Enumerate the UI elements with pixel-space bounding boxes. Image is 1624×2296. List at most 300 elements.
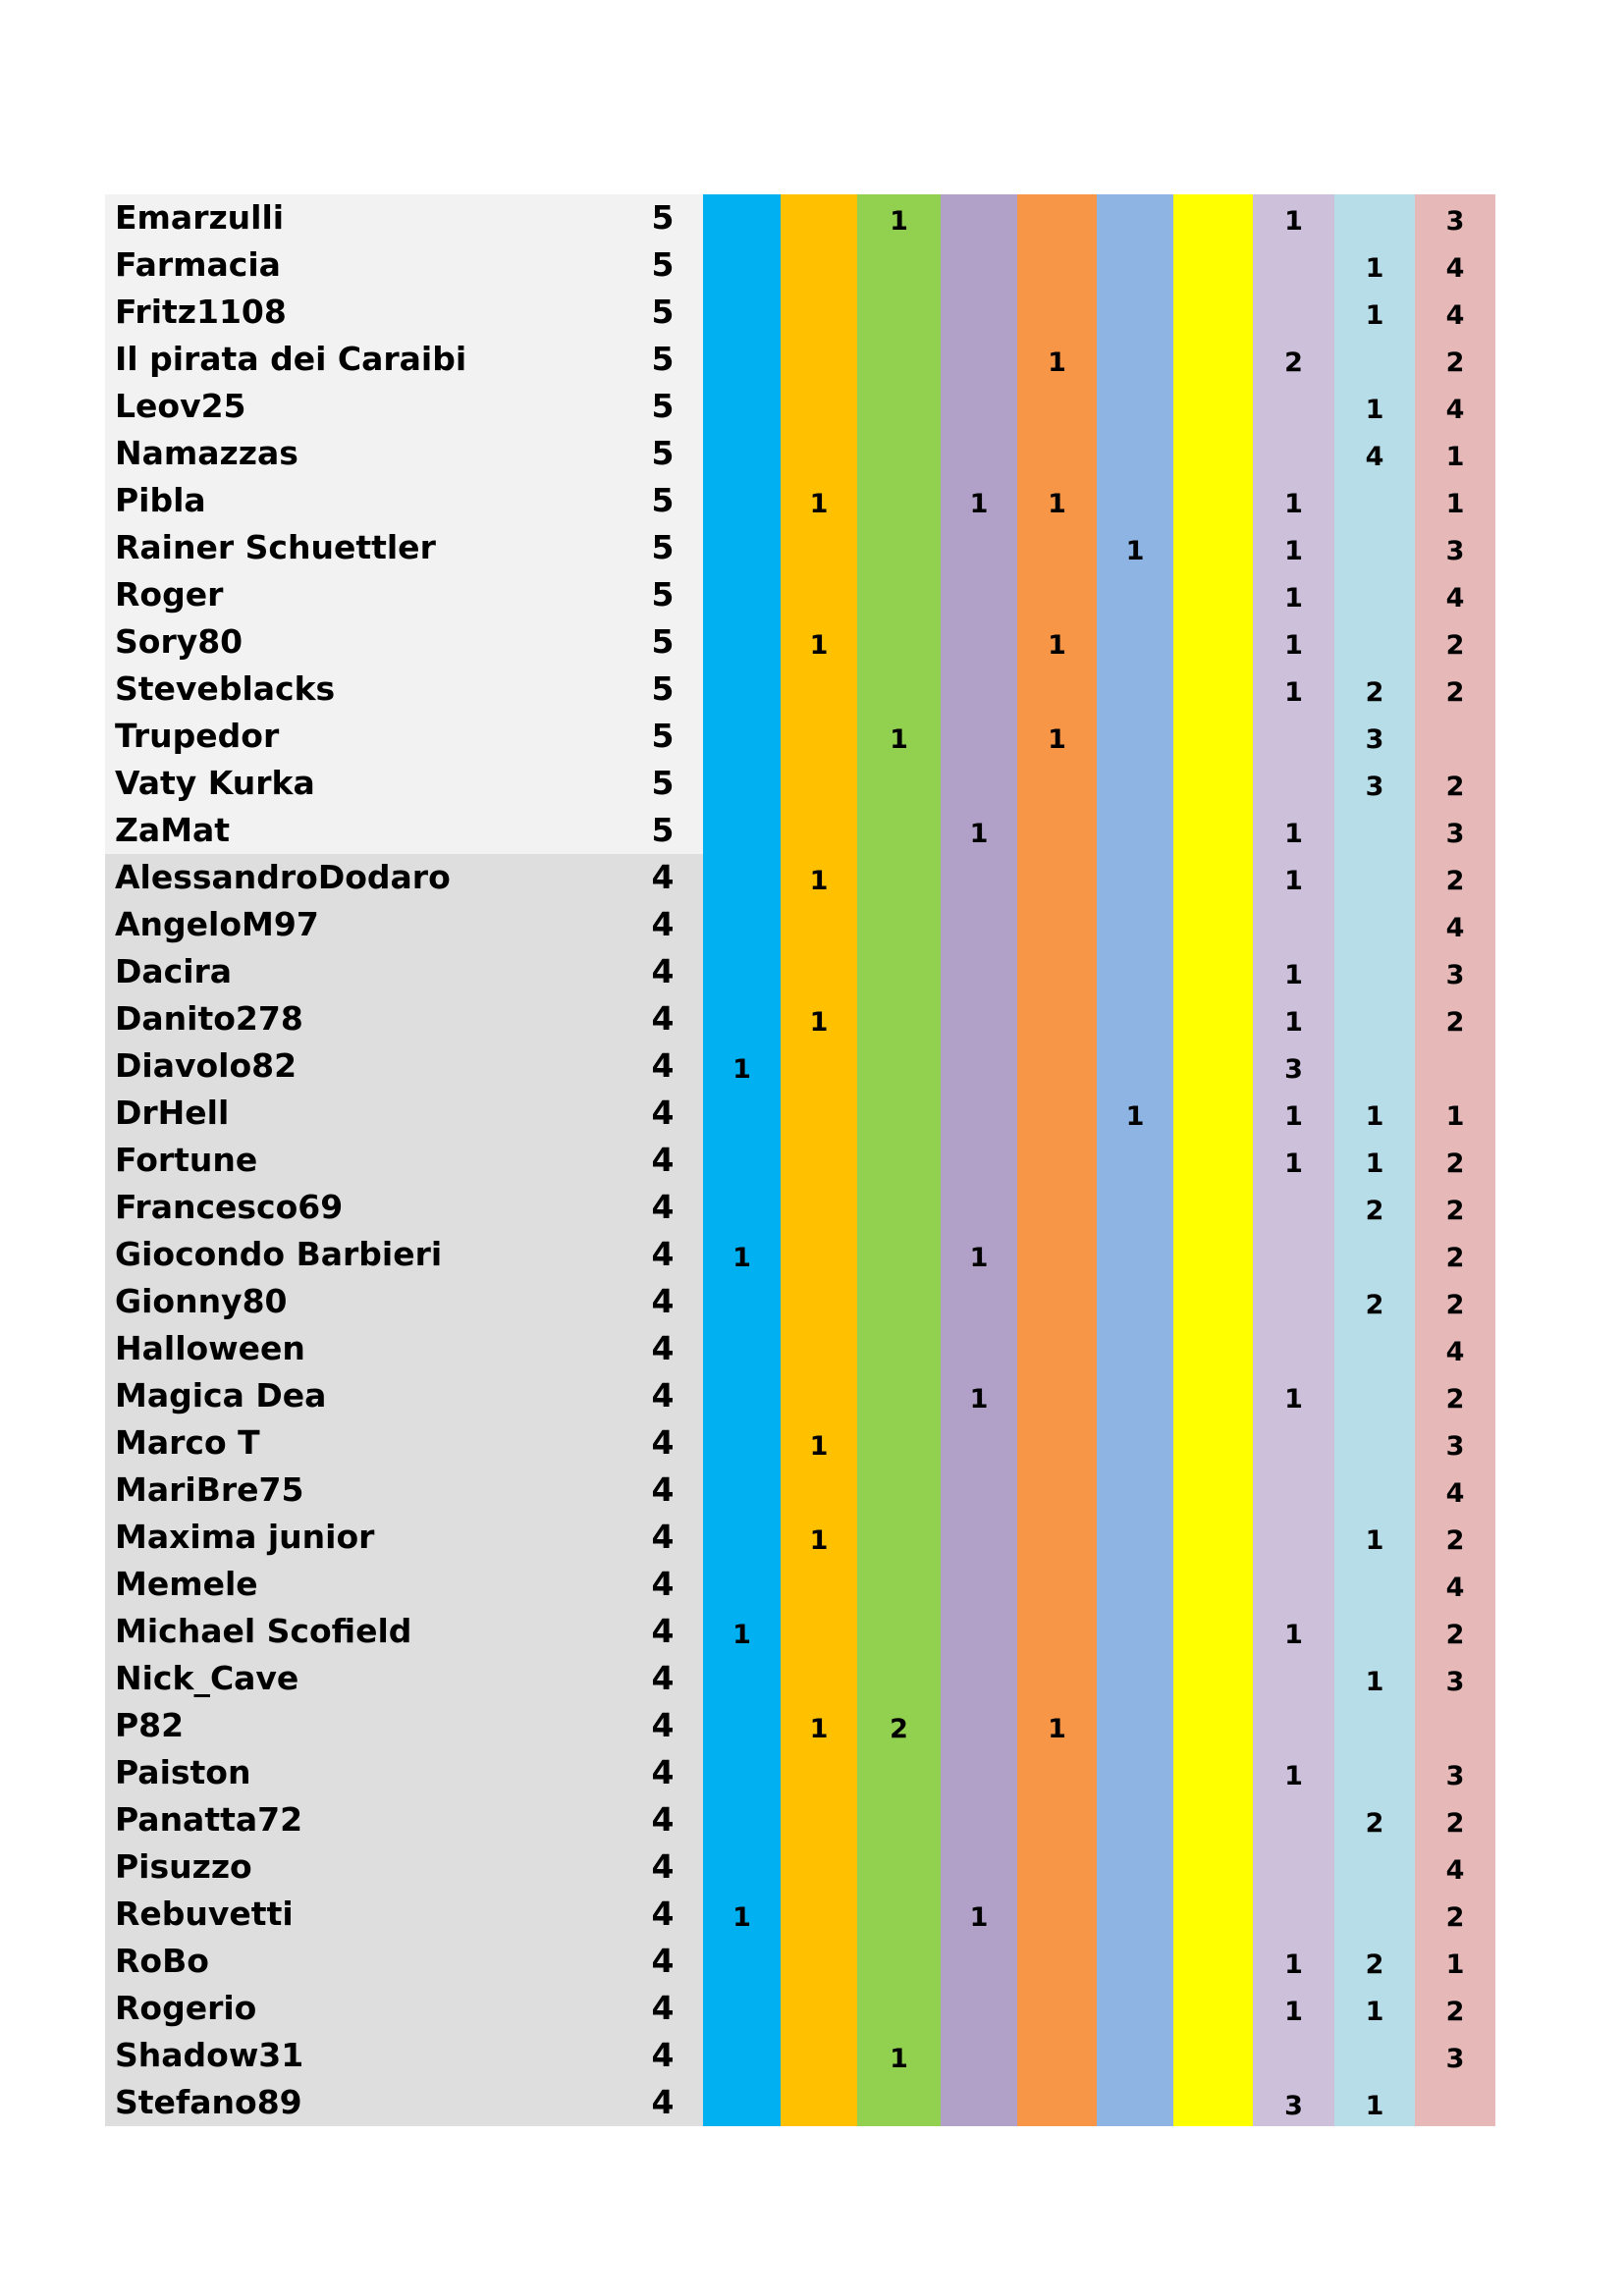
table-row xyxy=(105,524,1495,571)
category-cell-8: 1 xyxy=(1284,866,1303,896)
player-score: 5 xyxy=(651,575,675,614)
category-cell-1 xyxy=(703,198,781,245)
category-cell-7 xyxy=(1173,905,1253,952)
category-cell-5 xyxy=(1017,1282,1097,1329)
category-cell-1 xyxy=(703,340,781,387)
category-cell-9 xyxy=(1334,1612,1415,1659)
category-cell-9: 2 xyxy=(1365,1196,1384,1226)
player-score: 4 xyxy=(651,952,675,990)
player-score: 5 xyxy=(651,622,675,661)
category-cell-2 xyxy=(781,1847,857,1895)
category-cell-3 xyxy=(857,1141,941,1188)
category-cell-2 xyxy=(781,811,857,858)
category-cell-3 xyxy=(857,434,941,481)
category-cell-4 xyxy=(941,387,1017,434)
category-cell-5 xyxy=(1017,434,1097,481)
category-cell-4: 1 xyxy=(969,489,989,519)
player-score: 4 xyxy=(651,1565,675,1603)
category-cell-9 xyxy=(1334,1895,1415,1942)
category-cell-4 xyxy=(941,764,1017,811)
category-cell-10: 2 xyxy=(1445,630,1465,661)
table-row xyxy=(105,1938,1495,1985)
category-cell-7 xyxy=(1173,811,1253,858)
category-cell-9 xyxy=(1334,858,1415,905)
category-cell-10: 2 xyxy=(1445,1243,1465,1273)
player-name: Stefano89 xyxy=(115,2083,302,2121)
category-cell-2 xyxy=(781,1188,857,1235)
category-cell-7 xyxy=(1173,434,1253,481)
table-row xyxy=(105,1184,1495,1231)
category-cell-2 xyxy=(781,1470,857,1518)
category-cell-2 xyxy=(781,1800,857,1847)
category-cell-8 xyxy=(1253,1659,1334,1706)
category-cell-6 xyxy=(1097,1706,1173,1753)
category-cell-10: 3 xyxy=(1445,960,1465,990)
category-cell-6 xyxy=(1097,1612,1173,1659)
category-cell-1 xyxy=(703,1423,781,1470)
category-cell-7 xyxy=(1173,1235,1253,1282)
category-cell-6 xyxy=(1097,717,1173,764)
category-cell-10: 2 xyxy=(1445,772,1465,802)
category-cell-10: 4 xyxy=(1445,1478,1465,1509)
category-cell-4 xyxy=(941,575,1017,622)
table-row xyxy=(105,807,1495,854)
category-cell-1: 1 xyxy=(732,1620,751,1650)
category-cell-10: 2 xyxy=(1445,1997,1465,2027)
category-cell-1 xyxy=(703,622,781,669)
table-row xyxy=(105,241,1495,289)
category-cell-9: 1 xyxy=(1365,1525,1384,1556)
player-score: 4 xyxy=(651,1706,675,1744)
player-score: 4 xyxy=(651,1376,675,1415)
category-cell-4 xyxy=(941,1329,1017,1376)
category-cell-5: 1 xyxy=(1048,630,1066,661)
category-cell-1 xyxy=(703,999,781,1046)
category-cell-8: 1 xyxy=(1284,630,1303,661)
category-cell-9: 2 xyxy=(1365,1290,1384,1320)
player-name: Vaty Kurka xyxy=(115,764,315,802)
category-cell-6 xyxy=(1097,1518,1173,1565)
player-score: 4 xyxy=(651,1800,675,1839)
category-cell-8 xyxy=(1253,1518,1334,1565)
category-cell-8 xyxy=(1253,1470,1334,1518)
category-cell-5 xyxy=(1017,575,1097,622)
player-name: Pibla xyxy=(115,481,206,519)
category-cell-5 xyxy=(1017,905,1097,952)
table-row xyxy=(105,1419,1495,1467)
category-cell-8 xyxy=(1253,717,1334,764)
category-cell-1 xyxy=(703,1942,781,1989)
player-score: 5 xyxy=(651,198,675,237)
category-cell-5 xyxy=(1017,999,1097,1046)
category-cell-7 xyxy=(1173,1895,1253,1942)
category-cell-1 xyxy=(703,245,781,293)
category-cell-10: 4 xyxy=(1445,1855,1465,1886)
category-cell-6 xyxy=(1097,1188,1173,1235)
category-cell-6 xyxy=(1097,575,1173,622)
category-cell-2 xyxy=(781,293,857,340)
player-score: 4 xyxy=(651,1423,675,1462)
player-score: 4 xyxy=(651,1612,675,1650)
category-cell-8 xyxy=(1253,1800,1334,1847)
category-cell-4 xyxy=(941,1046,1017,1094)
category-cell-9: 3 xyxy=(1365,772,1384,802)
category-cell-4 xyxy=(941,1141,1017,1188)
category-cell-4 xyxy=(941,1423,1017,1470)
table-row xyxy=(105,1985,1495,2032)
category-cell-9: 2 xyxy=(1365,677,1384,708)
player-score: 5 xyxy=(651,387,675,425)
player-score: 4 xyxy=(651,1094,675,1132)
category-cell-4 xyxy=(941,1659,1017,1706)
category-cell-1 xyxy=(703,481,781,528)
table-row xyxy=(105,618,1495,666)
category-cell-4 xyxy=(941,528,1017,575)
category-cell-1 xyxy=(703,858,781,905)
category-cell-4 xyxy=(941,245,1017,293)
category-cell-7 xyxy=(1173,669,1253,717)
category-cell-10: 2 xyxy=(1445,866,1465,896)
category-cell-1 xyxy=(703,1659,781,1706)
category-cell-5 xyxy=(1017,764,1097,811)
player-score: 5 xyxy=(651,528,675,566)
category-cell-9: 3 xyxy=(1365,724,1384,755)
table-row xyxy=(105,713,1495,760)
player-name: RoBo xyxy=(115,1942,209,1980)
category-cell-10: 2 xyxy=(1445,1290,1465,1320)
category-cell-3 xyxy=(857,952,941,999)
category-cell-6 xyxy=(1097,1423,1173,1470)
category-cell-5 xyxy=(1017,811,1097,858)
category-cell-9 xyxy=(1334,1470,1415,1518)
category-cell-3: 1 xyxy=(890,206,908,237)
category-cell-4 xyxy=(941,198,1017,245)
player-score: 4 xyxy=(651,1659,675,1697)
category-cell-2 xyxy=(781,1141,857,1188)
category-cell-4 xyxy=(941,669,1017,717)
category-cell-5 xyxy=(1017,1659,1097,1706)
category-cell-4 xyxy=(941,1518,1017,1565)
category-cell-4: 1 xyxy=(969,819,989,849)
category-cell-4: 1 xyxy=(969,1384,989,1415)
category-cell-1 xyxy=(703,1989,781,2036)
player-name: Panatta72 xyxy=(115,1800,303,1839)
player-name: Sory80 xyxy=(115,622,244,661)
category-cell-8 xyxy=(1253,1423,1334,1470)
category-cell-4 xyxy=(941,858,1017,905)
category-cell-2 xyxy=(781,905,857,952)
category-cell-4 xyxy=(941,1470,1017,1518)
category-cell-8: 1 xyxy=(1284,960,1303,990)
category-cell-2 xyxy=(781,1565,857,1612)
player-score: 4 xyxy=(651,1470,675,1509)
category-cell-5 xyxy=(1017,952,1097,999)
category-cell-9 xyxy=(1334,481,1415,528)
category-cell-2 xyxy=(781,1942,857,1989)
category-cell-3 xyxy=(857,999,941,1046)
category-cell-9 xyxy=(1334,1706,1415,1753)
category-cell-3 xyxy=(857,1800,941,1847)
category-cell-1 xyxy=(703,1753,781,1800)
category-cell-8: 1 xyxy=(1284,206,1303,237)
category-cell-9 xyxy=(1334,905,1415,952)
category-cell-5: 1 xyxy=(1048,489,1066,519)
category-cell-3 xyxy=(857,1753,941,1800)
category-cell-6 xyxy=(1097,481,1173,528)
category-cell-1 xyxy=(703,293,781,340)
table-row xyxy=(105,2032,1495,2079)
category-cell-10 xyxy=(1415,2083,1495,2130)
category-cell-5 xyxy=(1017,858,1097,905)
player-name: Fortune xyxy=(115,1141,258,1179)
category-cell-7 xyxy=(1173,622,1253,669)
category-cell-2: 1 xyxy=(809,630,829,661)
category-cell-3 xyxy=(857,293,941,340)
category-cell-6 xyxy=(1097,2036,1173,2083)
category-cell-8 xyxy=(1253,1329,1334,1376)
category-cell-2 xyxy=(781,245,857,293)
category-cell-1 xyxy=(703,1847,781,1895)
category-cell-8 xyxy=(1253,293,1334,340)
category-cell-3 xyxy=(857,1989,941,2036)
category-cell-6 xyxy=(1097,1847,1173,1895)
category-cell-10: 2 xyxy=(1445,1808,1465,1839)
category-cell-5 xyxy=(1017,1141,1097,1188)
category-cell-3 xyxy=(857,1565,941,1612)
category-cell-5 xyxy=(1017,198,1097,245)
category-cell-4 xyxy=(941,1989,1017,2036)
player-score: 5 xyxy=(651,245,675,284)
table-row xyxy=(105,2079,1495,2126)
category-cell-5 xyxy=(1017,1046,1097,1094)
category-cell-3 xyxy=(857,1847,941,1895)
category-cell-1: 1 xyxy=(732,1243,751,1273)
category-cell-7 xyxy=(1173,1188,1253,1235)
category-cell-8 xyxy=(1253,1895,1334,1942)
player-name: P82 xyxy=(115,1706,185,1744)
player-name: Memele xyxy=(115,1565,258,1603)
category-cell-6 xyxy=(1097,1282,1173,1329)
category-cell-4 xyxy=(941,1942,1017,1989)
category-cell-7 xyxy=(1173,245,1253,293)
player-name: Marco T xyxy=(115,1423,260,1462)
category-cell-5 xyxy=(1017,2083,1097,2130)
category-cell-2 xyxy=(781,528,857,575)
player-name: MariBre75 xyxy=(115,1470,304,1509)
category-cell-7 xyxy=(1173,198,1253,245)
category-cell-10: 2 xyxy=(1445,1196,1465,1226)
category-cell-7 xyxy=(1173,1659,1253,1706)
player-name: Giocondo Barbieri xyxy=(115,1235,443,1273)
category-cell-10: 4 xyxy=(1445,583,1465,614)
category-cell-2: 1 xyxy=(809,1007,829,1038)
table-row xyxy=(105,1514,1495,1561)
category-cell-2: 1 xyxy=(809,1431,829,1462)
player-name: Trupedor xyxy=(115,717,280,755)
category-cell-3 xyxy=(857,905,941,952)
category-cell-10: 2 xyxy=(1445,347,1465,378)
category-cell-6 xyxy=(1097,811,1173,858)
category-cell-5 xyxy=(1017,1847,1097,1895)
category-cell-1 xyxy=(703,528,781,575)
category-cell-1: 1 xyxy=(732,1054,751,1085)
category-cell-8: 1 xyxy=(1284,677,1303,708)
player-score: 4 xyxy=(651,999,675,1038)
category-cell-6 xyxy=(1097,1895,1173,1942)
table-row xyxy=(105,1561,1495,1608)
category-cell-5 xyxy=(1017,1235,1097,1282)
category-cell-10: 4 xyxy=(1445,300,1465,331)
category-cell-5 xyxy=(1017,1895,1097,1942)
category-cell-7 xyxy=(1173,952,1253,999)
category-cell-1 xyxy=(703,387,781,434)
category-cell-9: 2 xyxy=(1365,1949,1384,1980)
category-cell-8 xyxy=(1253,1235,1334,1282)
category-cell-5 xyxy=(1017,1565,1097,1612)
table-row xyxy=(105,1843,1495,1891)
player-name: DrHell xyxy=(115,1094,230,1132)
category-cell-4 xyxy=(941,1565,1017,1612)
category-cell-1 xyxy=(703,1329,781,1376)
category-cell-6 xyxy=(1097,905,1173,952)
player-score: 5 xyxy=(651,717,675,755)
player-score: 5 xyxy=(651,811,675,849)
table-row xyxy=(105,571,1495,618)
category-cell-10: 3 xyxy=(1445,536,1465,566)
category-cell-10: 3 xyxy=(1445,1431,1465,1462)
category-cell-6 xyxy=(1097,1659,1173,1706)
table-row xyxy=(105,854,1495,901)
category-cell-5 xyxy=(1017,1376,1097,1423)
category-cell-7 xyxy=(1173,1565,1253,1612)
player-score: 4 xyxy=(651,1235,675,1273)
category-cell-2 xyxy=(781,1753,857,1800)
category-cell-8 xyxy=(1253,1188,1334,1235)
category-cell-10: 3 xyxy=(1445,1667,1465,1697)
player-name: Rogerio xyxy=(115,1989,257,2027)
category-cell-9 xyxy=(1334,622,1415,669)
category-cell-5 xyxy=(1017,1753,1097,1800)
category-cell-2 xyxy=(781,1895,857,1942)
category-cell-2 xyxy=(781,198,857,245)
category-cell-4 xyxy=(941,1753,1017,1800)
category-cell-3 xyxy=(857,528,941,575)
category-cell-8 xyxy=(1253,1847,1334,1895)
player-name: Fritz1108 xyxy=(115,293,287,331)
category-cell-1 xyxy=(703,1565,781,1612)
category-cell-10: 4 xyxy=(1445,1337,1465,1367)
category-cell-5: 1 xyxy=(1048,347,1066,378)
player-name: Nick_Cave xyxy=(115,1659,299,1697)
category-cell-3 xyxy=(857,1612,941,1659)
player-name: Magica Dea xyxy=(115,1376,327,1415)
category-cell-4 xyxy=(941,293,1017,340)
table-row xyxy=(105,1749,1495,1796)
category-cell-6 xyxy=(1097,1376,1173,1423)
category-cell-9 xyxy=(1334,2036,1415,2083)
category-cell-3 xyxy=(857,811,941,858)
category-cell-10: 2 xyxy=(1445,1620,1465,1650)
category-cell-10: 4 xyxy=(1445,1573,1465,1603)
player-name: Shadow31 xyxy=(115,2036,304,2074)
category-cell-5 xyxy=(1017,1470,1097,1518)
category-cell-2 xyxy=(781,952,857,999)
category-cell-6 xyxy=(1097,387,1173,434)
player-name: ZaMat xyxy=(115,811,231,849)
category-cell-7 xyxy=(1173,717,1253,764)
category-cell-8 xyxy=(1253,764,1334,811)
category-cell-2 xyxy=(781,669,857,717)
category-cell-7 xyxy=(1173,1518,1253,1565)
category-cell-6 xyxy=(1097,952,1173,999)
category-cell-3 xyxy=(857,669,941,717)
category-cell-4 xyxy=(941,434,1017,481)
category-cell-2 xyxy=(781,717,857,764)
category-cell-3 xyxy=(857,858,941,905)
category-cell-7 xyxy=(1173,1141,1253,1188)
category-cell-10: 4 xyxy=(1445,253,1465,284)
category-cell-6: 1 xyxy=(1125,536,1145,566)
category-cell-3 xyxy=(857,764,941,811)
player-score: 4 xyxy=(651,1753,675,1791)
category-cell-7 xyxy=(1173,1376,1253,1423)
table-row xyxy=(105,760,1495,807)
category-cell-2 xyxy=(781,575,857,622)
category-cell-1 xyxy=(703,1800,781,1847)
table-row xyxy=(105,1137,1495,1184)
category-cell-3 xyxy=(857,1235,941,1282)
category-cell-4 xyxy=(941,1094,1017,1141)
category-cell-9: 1 xyxy=(1365,300,1384,331)
category-cell-10: 3 xyxy=(1445,1761,1465,1791)
player-score: 5 xyxy=(651,669,675,708)
player-score: 5 xyxy=(651,481,675,519)
category-cell-7 xyxy=(1173,387,1253,434)
category-cell-10: 1 xyxy=(1445,489,1465,519)
player-score: 4 xyxy=(651,1329,675,1367)
category-cell-2 xyxy=(781,340,857,387)
category-cell-1 xyxy=(703,434,781,481)
category-cell-7 xyxy=(1173,1942,1253,1989)
category-cell-7 xyxy=(1173,1470,1253,1518)
player-score: 4 xyxy=(651,1282,675,1320)
category-cell-3 xyxy=(857,1423,941,1470)
category-cell-4 xyxy=(941,2083,1017,2130)
category-cell-3 xyxy=(857,481,941,528)
category-cell-1 xyxy=(703,669,781,717)
category-cell-8: 3 xyxy=(1284,1054,1303,1085)
category-cell-5 xyxy=(1017,1188,1097,1235)
category-cell-8: 1 xyxy=(1284,1620,1303,1650)
category-cell-5 xyxy=(1017,245,1097,293)
category-cell-9: 1 xyxy=(1365,253,1384,284)
category-cell-10: 2 xyxy=(1445,1148,1465,1179)
category-cell-1 xyxy=(703,1376,781,1423)
player-name: Gionny80 xyxy=(115,1282,288,1320)
table-row xyxy=(105,666,1495,713)
category-cell-3 xyxy=(857,622,941,669)
category-cell-9 xyxy=(1334,1046,1415,1094)
player-name: AngeloM97 xyxy=(115,905,319,943)
category-cell-3 xyxy=(857,1942,941,1989)
player-score: 5 xyxy=(651,764,675,802)
category-cell-8: 1 xyxy=(1284,1949,1303,1980)
player-name: Halloween xyxy=(115,1329,305,1367)
player-name: Maxima junior xyxy=(115,1518,375,1556)
table-row xyxy=(105,383,1495,430)
category-cell-3 xyxy=(857,1470,941,1518)
category-cell-6 xyxy=(1097,2083,1173,2130)
